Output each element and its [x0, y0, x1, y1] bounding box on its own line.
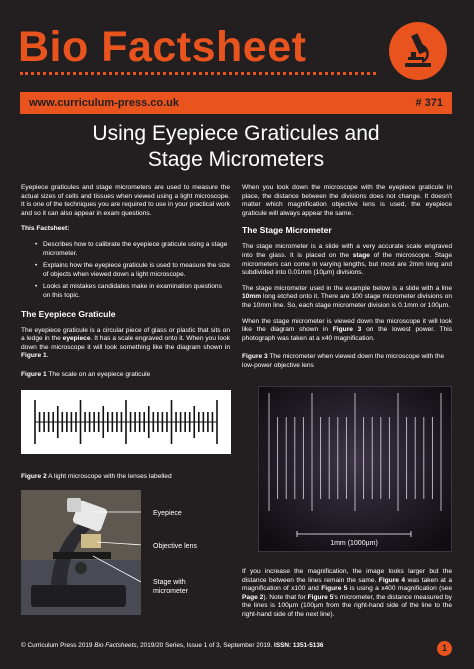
factsheet-title: Bio Factsheet [18, 23, 307, 71]
page-title [20, 121, 452, 173]
figure-3-caption: Figure 3 The micrometer when viewed down the microscope with the low-power objective lens [242, 353, 445, 369]
dotted-divider [20, 72, 376, 75]
magnification-paragraph: If you increase the magnification, the image looks larger but the distance between the lines remain the same. Figure 4 was taken at a magnification of x100 and Figure 5 is using a x400 magnification (see Page 2). Note that for Figure 5's micrometer, the distance measured by the lines is 100µm (100µm from the right-hand side of the line to the right-hand side of the next line). [242, 568, 452, 618]
stage-micrometer-paragraph: The stage micrometer is a slide with a very accurate scale engraved into the glass. It is placed on the stage of the microscope. Stage micrometers can come in varying lengths, but most are 2mm long and subdivided into 0.01mm (10µm) divisions. [242, 243, 452, 277]
summary-list [21, 241, 230, 301]
url-bar [20, 92, 452, 114]
graticule-constancy-paragraph: When you look down the microscope with the eyepiece graticule in place, the distance between the divisions does not change. It doesn't matter which magnification objective lens is used, the eyepiece graticule will always appear the same. [242, 184, 452, 217]
figure-3-micrometer-photo [258, 386, 452, 552]
figure-1-caption: Figure 1 The scale on an eyepiece graticule [21, 370, 151, 378]
bullet-icon: • [35, 262, 38, 270]
footer-copyright: © Curriculum Press 2019 Bio Factsheets, 2019/20 Series, Issue 1 of 3, September 2019. ISSN: 1351-5136 [21, 642, 324, 649]
figure-2-caption-wrap [21, 473, 230, 482]
intro-paragraph: Eyepiece graticules and stage micrometers are used to measure the actual sizes of cells and tissues when viewed using a light microscope. It is one of the techniques you are required to use in your practical work and so it can also appear in exam questions. [21, 184, 230, 217]
microscope-icon [389, 22, 447, 80]
issue-number: # 371 [415, 97, 443, 109]
page-title-line-2: Stage Micrometers [147, 148, 325, 171]
micrometer-view-paragraph: When the stage micrometer is viewed down the microscope it will look like the diagram shown in Figure 3 on the lowest power. This photograph was taken at a x40 magnification. [242, 317, 452, 342]
eyepiece-paragraph: The eyepiece graticule is a circular piece of glass or plastic that sits on a ledge in the eyepiece. It has a scale engraved onto it. When you look down the microscope it will look something like the diagram shown in Figure 1. [21, 326, 230, 360]
stage-label-line-2: micrometer [153, 588, 189, 595]
figure-2-microscope-photo [21, 490, 231, 615]
section-heading-eyepiece: The Eyepiece Graticule [21, 308, 116, 319]
left-column [21, 184, 230, 386]
section-heading-stage-micrometer: The Stage Micrometer [242, 225, 332, 236]
stage-label-line-1: Stage with [153, 579, 186, 586]
logo [389, 22, 447, 80]
list-item: • Describes how to calibrate the eyepiece graticule using a stage micrometer. [35, 240, 228, 257]
list-item: • Looks at mistakes candidates make in examination questions on this topic. [35, 283, 222, 299]
figure-1-graticule-scale [21, 390, 231, 454]
eyepiece-label: Eyepiece [153, 510, 182, 517]
magnification-paragraph-wrap [242, 568, 452, 627]
website-url[interactable]: www.curriculum-press.co.uk [29, 97, 179, 109]
bullet-icon: • [35, 283, 38, 291]
micrometer-example-paragraph: The stage micrometer used in the example below is a slide with a line 10mm long etched onto it. There are 100 stage micrometer divisions on the 10mm line. So, each stage micrometer division is 0.1mm or 100µm. [242, 284, 452, 309]
list-item: • Explains how the eyepiece graticule is used to measure the size of objects when viewed down a light microscope. [35, 262, 230, 278]
scale-bar-label: 1mm (1000µm) [330, 540, 378, 547]
factsheet-summary-label: This Factsheet: [21, 225, 70, 233]
right-column [242, 184, 452, 377]
figure-2-caption: Figure 2 A light microscope with the lenses labelled [21, 473, 172, 480]
page-title-line-1: Using Eyepiece Graticules and [92, 122, 380, 145]
bullet-icon: • [35, 240, 38, 248]
objective-lens-label: Objective lens [153, 543, 197, 550]
page-number: 1 [437, 641, 452, 656]
